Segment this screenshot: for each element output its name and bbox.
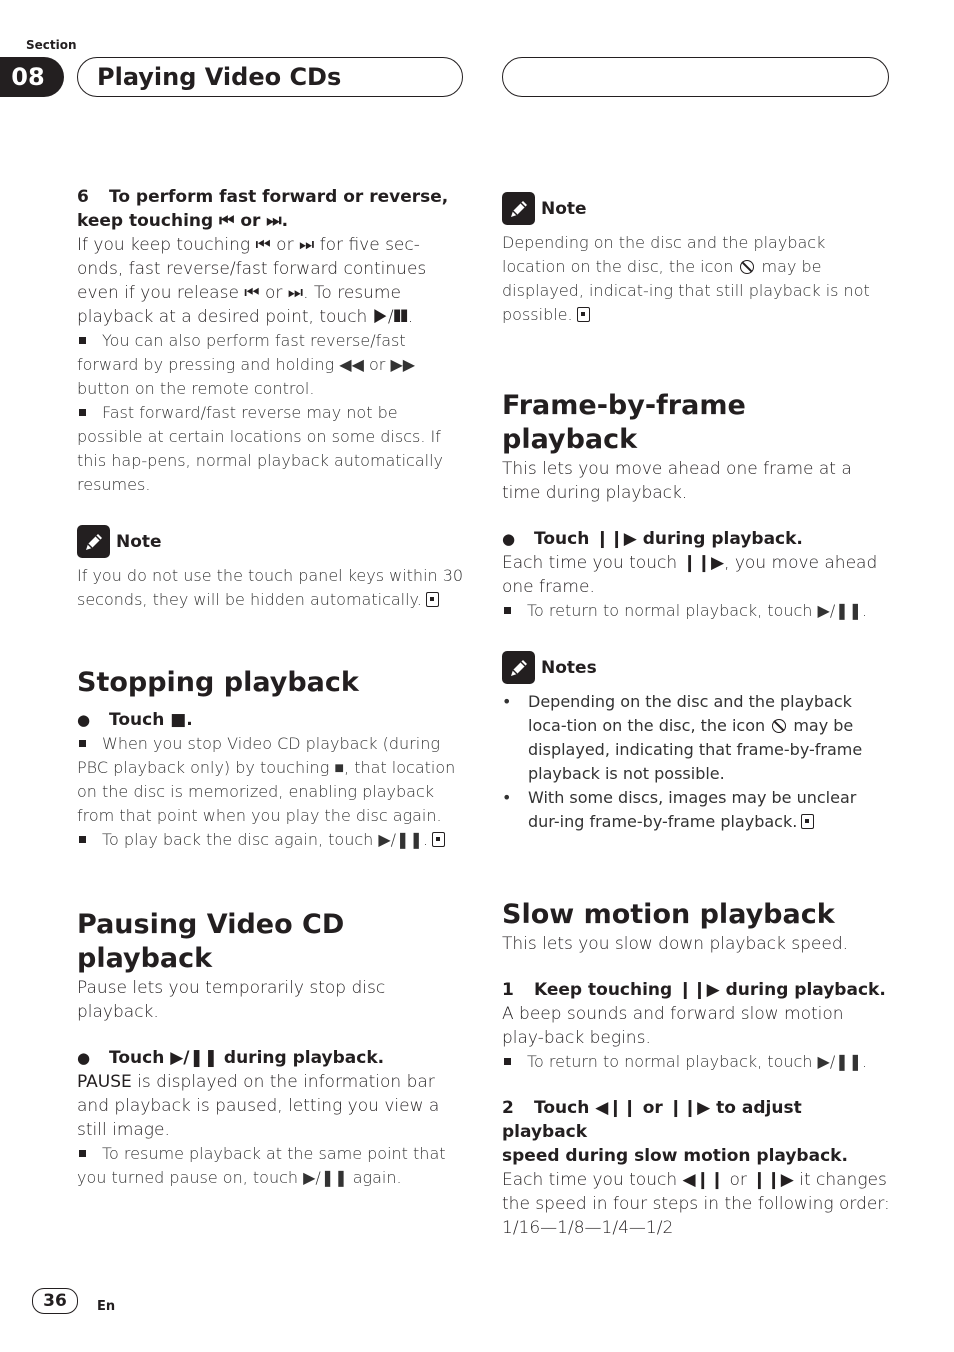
note-pencil-icon	[502, 192, 535, 225]
section-number-tab: 08	[0, 57, 64, 97]
title-box-empty	[502, 57, 889, 97]
note-still-playback: Depending on the disc and the playback location on the disc, the icon may be displayed, indicat-ing that still playback is not possible.	[502, 233, 870, 324]
square-bullet-icon	[504, 607, 511, 614]
note-pencil-icon	[502, 651, 535, 684]
end-mark-icon	[577, 307, 590, 322]
slow-step-2: 2 Touch ◀❙❙ or ❙❙▶ to adjust playback speed during slow motion playback.	[502, 1098, 848, 1166]
prohibited-icon	[772, 719, 786, 733]
bullet-dot-icon: ●	[502, 530, 516, 548]
square-bullet-icon	[79, 836, 86, 843]
bullet-dot-icon: ●	[77, 1049, 91, 1067]
page-number: 36	[32, 1288, 78, 1314]
section-label: Section	[26, 38, 77, 52]
note-heading: Note	[77, 525, 465, 558]
notes-item-1: • Depending on the disc and the playback loca-tion on the disc, the icon may be displayed, indicating that frame-by-frame playback is not possible.	[502, 690, 890, 786]
frame-tip-return: To return to normal playback, touch ▶/❚❚.	[502, 599, 890, 623]
note-text: If you do not use the touch panel keys within 30 seconds, they will be hidden automatically.	[77, 566, 464, 609]
pausing-playback-heading: Pausing Video CD playback	[77, 909, 345, 974]
square-bullet-icon	[79, 740, 86, 747]
bullet-dot-icon: •	[502, 788, 512, 807]
step-6-heading: 6 To perform fast forward or reverse, keep touching ⏮ or ⏭.	[77, 187, 449, 231]
slow-step-2-body: Each time you touch ◀❙❙ or ❙❙▶ it changes the speed in four steps in the following order:	[502, 1170, 890, 1214]
language-label: En	[97, 1299, 116, 1314]
prohibited-icon	[740, 260, 754, 274]
notes-item-2: • With some discs, images may be unclear dur-ing frame-by-frame playback.	[502, 786, 890, 834]
pause-tip-resume: To resume playback at the same point that you turned pause on, touch ▶/❚❚ again.	[77, 1144, 446, 1187]
frame-by-frame-heading: Frame-by-frame playback	[502, 390, 746, 455]
pause-body: PAUSE is displayed on the information bar and playback is paused, letting you view a still image.	[77, 1072, 440, 1140]
right-column	[502, 192, 890, 1240]
slow-motion-heading: Slow motion playback	[502, 899, 835, 930]
tip-remote-control: You can also perform fast reverse/fast forward by pressing and holding ◀◀ or ▶▶ button on the remote control.	[77, 331, 416, 398]
page-title: Playing Video CDs	[77, 57, 463, 97]
notes-heading: Notes	[502, 651, 890, 684]
stopping-playback-heading: Stopping playback	[77, 667, 359, 698]
stop-step: ● Touch ■.	[77, 710, 193, 730]
end-mark-icon	[801, 814, 814, 829]
frame-step: ● Touch ❙❙▶ during playback.	[502, 529, 803, 549]
slow-step-1: 1 Keep touching ❙❙▶ during playback.	[502, 980, 886, 1000]
square-bullet-icon	[79, 1150, 86, 1157]
square-bullet-icon	[79, 409, 86, 416]
note-heading-right: Note	[502, 192, 890, 225]
bullet-dot-icon: ●	[77, 711, 91, 729]
pause-step: ● Touch ▶/❚❚ during playback.	[77, 1048, 385, 1068]
square-bullet-icon	[79, 337, 86, 344]
step-6-body: If you keep touching ⏮ or ⏭ for five sec-onds, fast reverse/fast forward continues even if you release ⏮ or ⏭. To resume playback at a desired point, touch ▶/❚❚.	[77, 235, 427, 327]
slow-step-1-tip: To return to normal playback, touch ▶/❚❚.	[502, 1050, 890, 1074]
slow-intro: This lets you slow down playback speed.	[502, 934, 849, 954]
tip-fast-forward-limit: Fast forward/fast reverse may not be possible at certain locations on some discs. If this hap-pens, normal playback automatically resumes.	[77, 403, 444, 494]
slow-step-1-body: A beep sounds and forward slow motion play-back begins.	[502, 1004, 844, 1048]
frame-intro: This lets you move ahead one frame at a time during playback.	[502, 459, 852, 503]
stop-tip-memorize: When you stop Video CD playback (during PBC playback only) by touching ■, that location on the disc is memorized, enabling playback from that point when you play the disc again.	[77, 734, 456, 825]
frame-body: Each time you touch ❙❙▶, you move ahead one frame.	[502, 553, 878, 597]
bullet-dot-icon: •	[502, 692, 512, 711]
end-mark-icon	[426, 592, 439, 607]
end-mark-icon	[432, 832, 445, 847]
square-bullet-icon	[504, 1058, 511, 1065]
left-column	[77, 185, 465, 1190]
slow-speed-order: 1/16—1/8—1/4—1/2	[502, 1218, 674, 1238]
stop-tip-play-again: To play back the disc again, touch ▶/❚❚.	[77, 828, 465, 852]
pause-intro: Pause lets you temporarily stop disc playback.	[77, 978, 386, 1022]
note-pencil-icon	[77, 525, 110, 558]
